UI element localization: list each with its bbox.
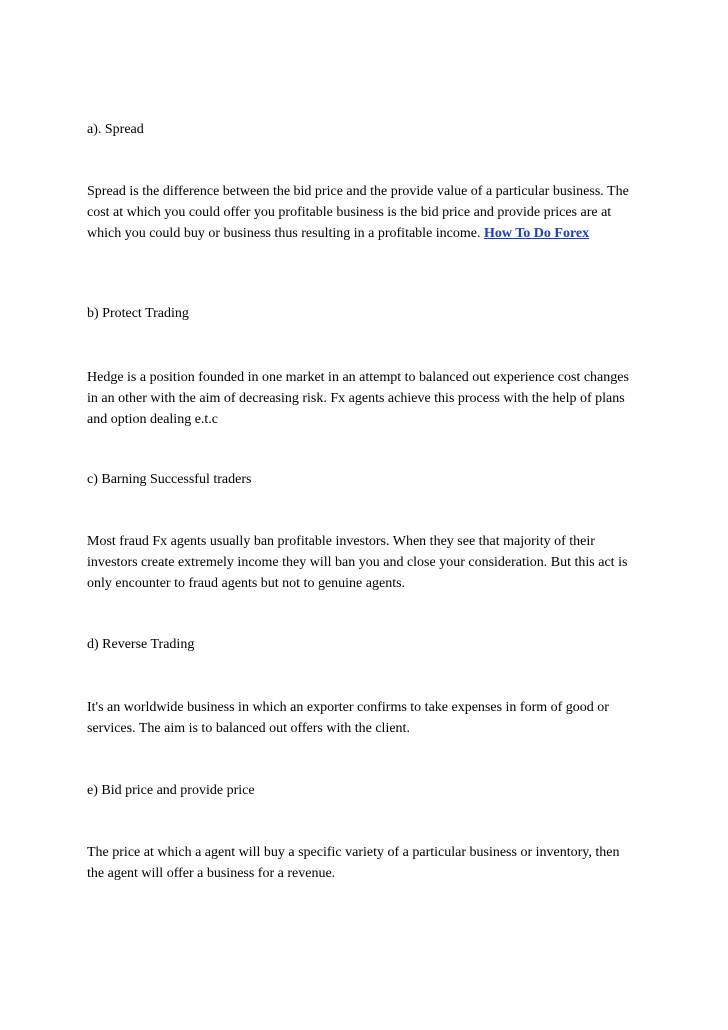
section-heading-spread: a). Spread bbox=[87, 122, 144, 137]
section-body-spread-text: Spread is the difference between the bid price and the provide value of a particular business. The cost at which you could offer you profitable business is the bid price and provide prices are at which you could buy or business thus resulting in a profitable income. bbox=[87, 184, 629, 241]
section-body-protect-trading: Hedge is a position founded in one market in an attempt to balanced out experience cost changes in an other with the aim of decreasing risk. Fx agents achieve this process with the help of plans and option dealing e.t.c bbox=[87, 370, 629, 427]
section-body-spread bbox=[87, 181, 639, 244]
section-heading-protect-trading: b) Protect Trading bbox=[87, 306, 189, 321]
section-body-barning: Most fraud Fx agents usually ban profitable investors. When they see that majority of their investors create extremely income they will ban you and close your consideration. But this act is only encounter to fraud agents but not to genuine agents. bbox=[87, 534, 628, 591]
section-heading-bid-price: e) Bid price and provide price bbox=[87, 783, 255, 798]
section-body-reverse-trading: It's an worldwide business in which an exporter confirms to take expenses in form of good or services. The aim is to balanced out offers with the client. bbox=[87, 700, 609, 736]
section-body-bid-price: The price at which a agent will buy a specific variety of a particular business or inventory, then the agent will offer a business for a revenue. bbox=[87, 845, 620, 881]
section-heading-reverse-trading: d) Reverse Trading bbox=[87, 637, 195, 652]
how-to-do-forex-link[interactable]: How To Do Forex bbox=[484, 226, 590, 241]
section-heading-barning: c) Barning Successful traders bbox=[87, 472, 252, 487]
